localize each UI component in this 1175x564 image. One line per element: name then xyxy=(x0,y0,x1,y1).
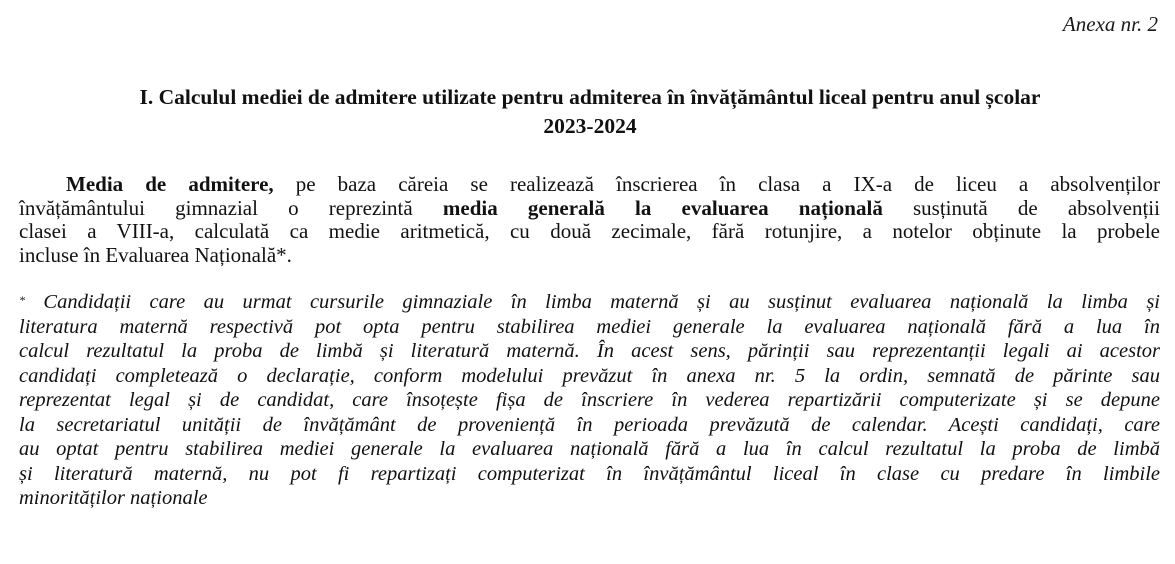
footnote-line-5: reprezentat legal și de candidat, care însoțește fișa de înscriere în vederea repartizării computerizate și se depune xyxy=(19,389,1160,411)
bold-term-media-de-admitere: Media de admitere, xyxy=(66,172,274,196)
paragraph-text: învățământului gimnazial o reprezintă xyxy=(19,195,443,220)
footnote-line-1 xyxy=(19,290,1160,315)
footnote-line-2: literatura maternă respectivă pot opta pentru stabilirea mediei generale la evaluarea națională fără a lua în xyxy=(19,315,1160,338)
title-line-1: I. Calculul mediei de admitere utilizate pentru admiterea în învățământul liceal pentru anul școlar xyxy=(139,85,1041,109)
footnote-marker: * xyxy=(19,293,25,307)
paragraph-text: pe baza căreia se realizează înscrierea în clasa a IX-a de liceu a absolvenților xyxy=(273,172,1160,196)
title-line-2: 2023-2024 xyxy=(543,114,637,138)
annex-label: Anexa nr. 2 xyxy=(1062,12,1158,36)
document-title xyxy=(20,83,1160,141)
paragraph-line-3: clasei a VIII-a, calculată ca medie aritmetică, cu două zecimale, fără rotunjire, a notelor obținute la probele xyxy=(19,219,1160,243)
bold-term-media-generala: media generală la evaluarea națională xyxy=(442,195,883,220)
footnote-line-3: calcul rezultatul la proba de limbă și literatură maternă. În acest sens, părinții sau reprezentanții legali ai acestor xyxy=(19,340,1160,362)
main-paragraph xyxy=(19,173,1160,267)
paragraph-line-4: incluse în Evaluarea Națională*. xyxy=(19,242,292,267)
footnote-line-9: minorităților naționale xyxy=(19,487,208,509)
footnote-line-8: și literatură maternă, nu pot fi repartizați computerizat în învățământul liceal în clase cu predare în limbile xyxy=(19,462,1160,485)
footnote-line-6: la secretariatul unității de învățământ de proveniență în perioada prevăzută de calendar. Acești candidați, care xyxy=(19,413,1160,436)
footnote-line-4: candidați completează o declarație, conform modelului prevăzut în anexa nr. 5 la ordin, semnată de părinte sau xyxy=(19,364,1160,387)
paragraph-text: susținută de absolvenții xyxy=(882,195,1160,220)
footnote-text: Candidații care au urmat cursurile gimnaziale în limba maternă și au susținut evaluarea națională la limba și xyxy=(25,291,1160,313)
paragraph-line-1 xyxy=(19,173,1160,197)
paragraph-line-2 xyxy=(19,197,1160,221)
footnote xyxy=(19,290,1160,511)
footnote-line-7: au optat pentru stabilirea mediei generale la evaluarea națională fără a lua în calcul rezultatul la proba de limbă xyxy=(19,438,1160,460)
